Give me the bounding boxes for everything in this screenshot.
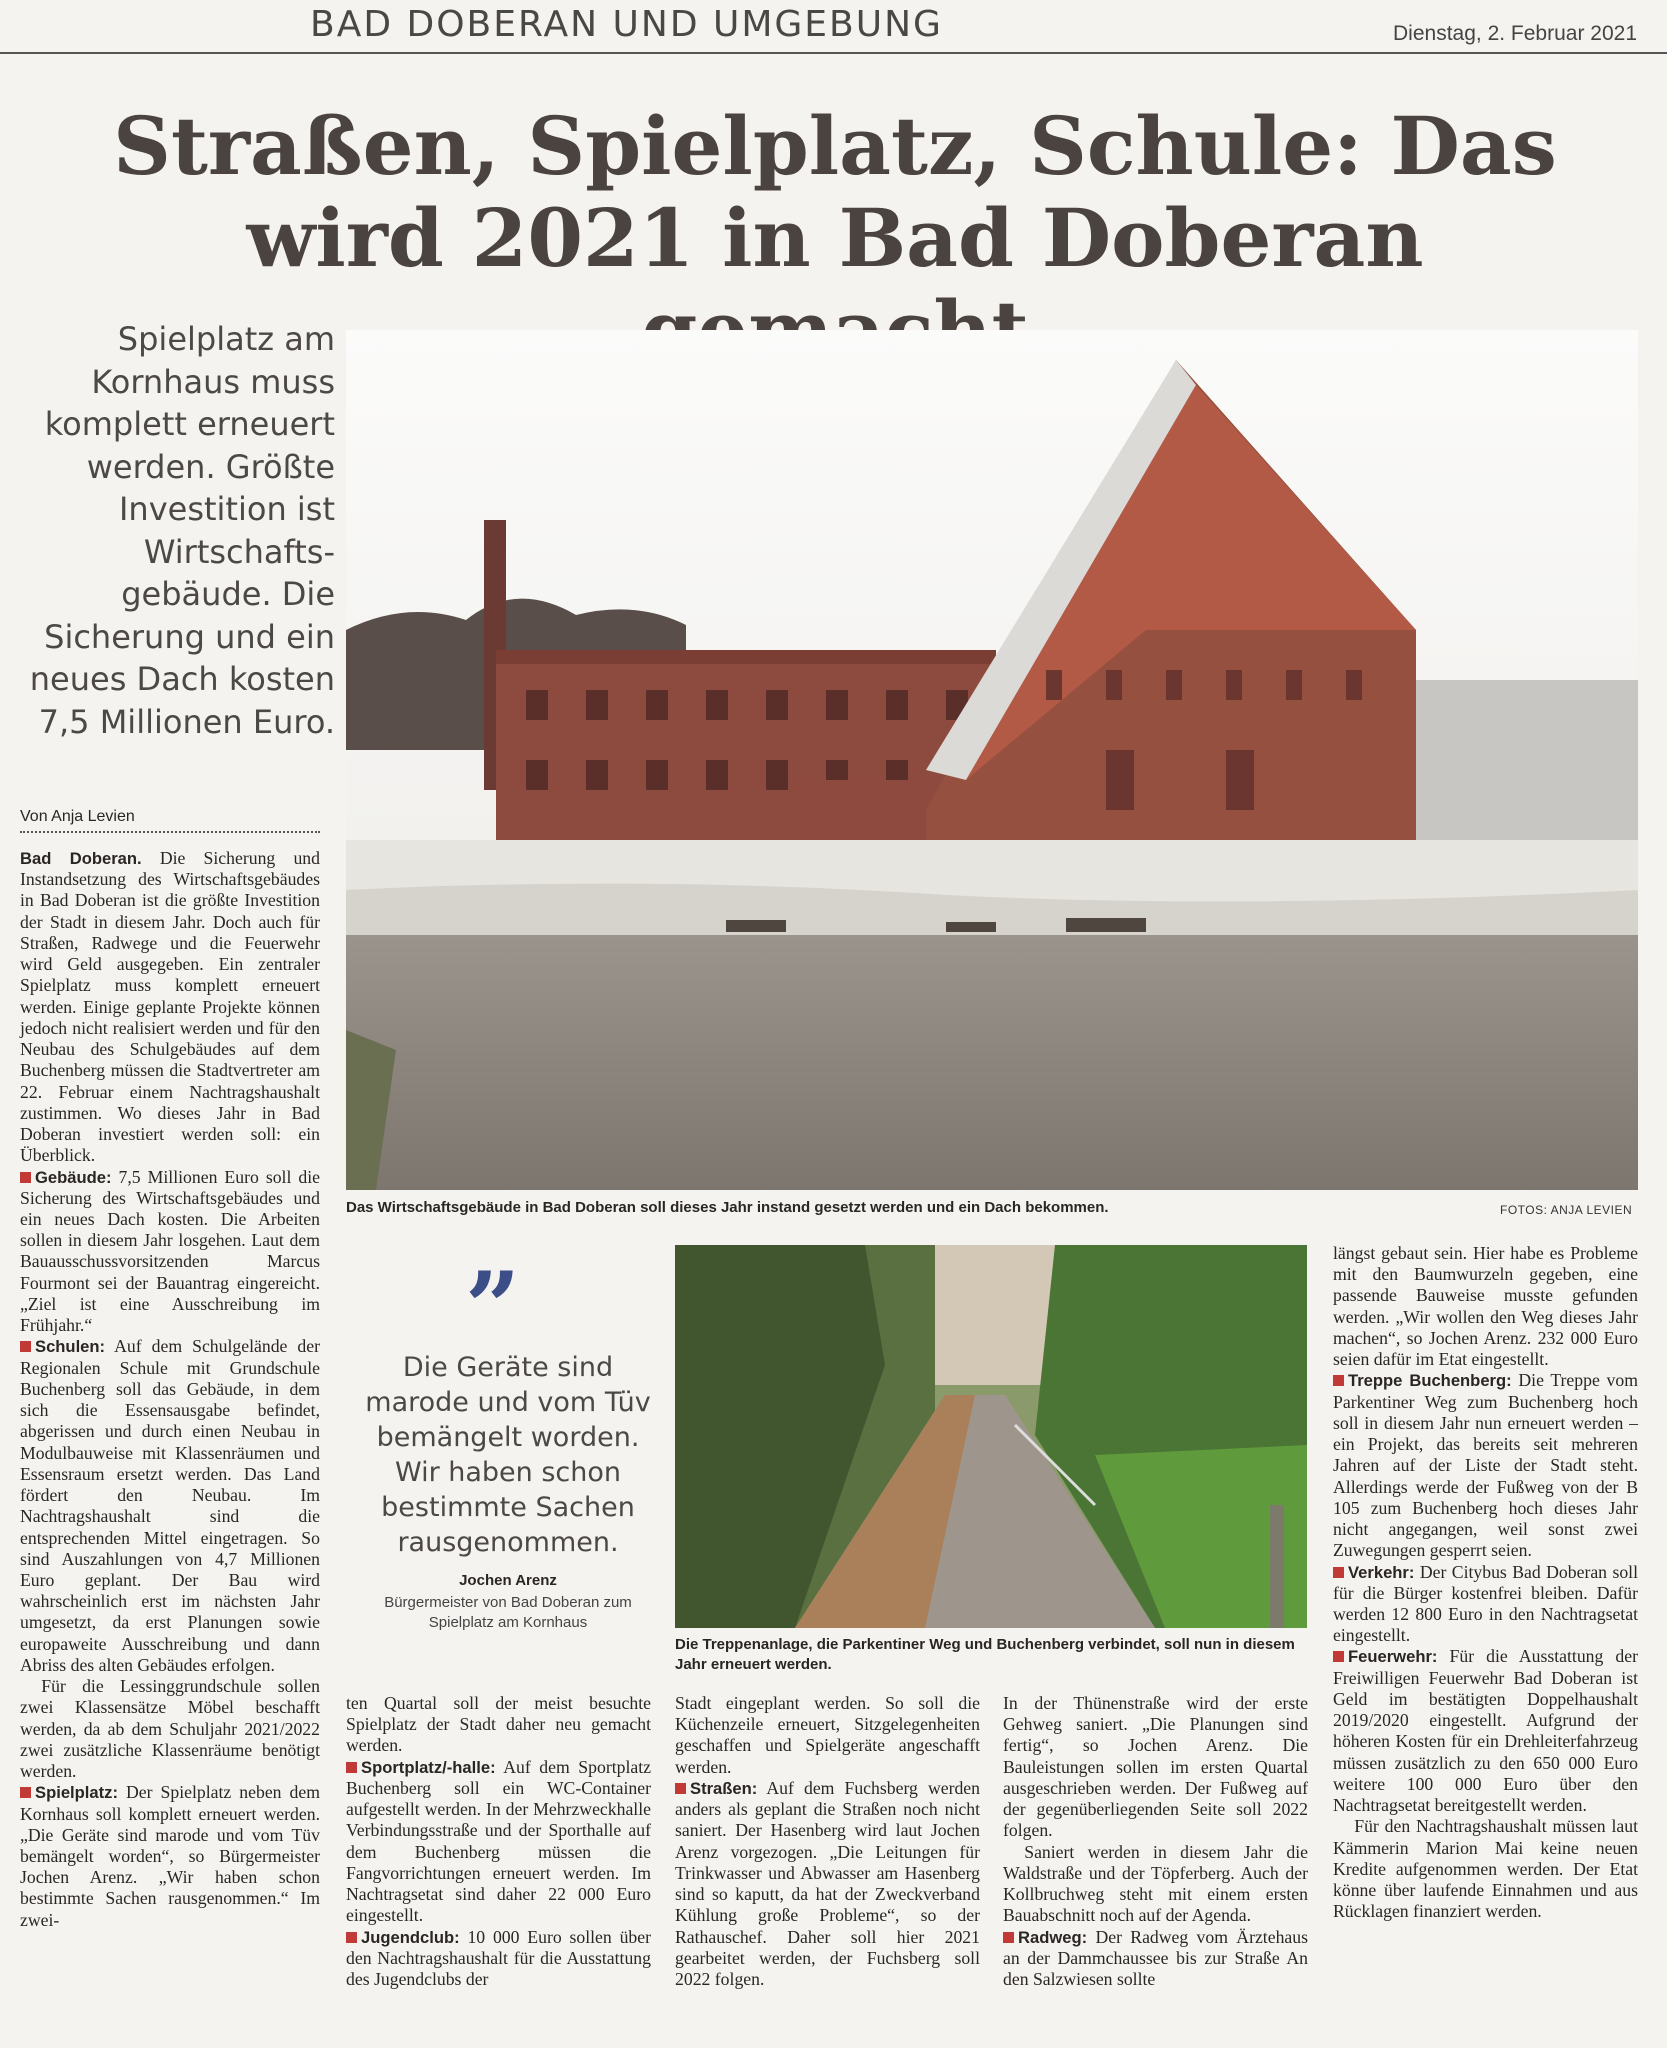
paragraph-lessingschule: Für die Lessinggrundschule sollen zwei Klassensätze Möbel beschafft werden, da ab dem Schuljahr 2021/2022 zwei zusätzliche Klassenräume benötigt werden. [20,1676,320,1782]
bullet-square-icon [346,1932,357,1943]
bullet-square-icon [20,1341,31,1352]
article-column-3 [675,1693,980,1990]
paragraph-thuenenstrasse: In der Thünenstraße wird der erste Gehweg saniert. „Die Planungen sind fertig“, so Jochen Arenz. Die Bauleistungen sollen im ersten Quartal ausgeschrieben werden. Der Fußweg auf der gegenüberliegenden Seite soll 2022 folgen. [1003,1693,1308,1841]
byline: Von Anja Levien [20,808,320,833]
pull-quote: Die Geräte sind marode und vom Tüv bemängelt worden. Wir haben schon bestimmte Sachen rausgenommen. [365,1352,651,1559]
quote-mark: ” [465,1251,521,1364]
photo-main-wirtschaftsgebaeude [346,330,1638,1190]
bullet-square-icon [1003,1932,1014,1943]
paragraph-radweg-cont: längst gebaut sein. Hier habe es Probleme mit den Baumwurzeln gegeben, eine passende Bauweise musste gefunden werden. „Wir wollen den Weg dieses Jahr machen“, so Jochen Arenz. 232 000 Euro seien dafür im Etat eingestellt. [1333,1243,1638,1370]
paragraph-spielplatz: Spielplatz: Der Spielplatz neben dem Kornhaus soll komplett erneuert werden. „Die Geräte sind marode und vom Tüv bemängelt worden“, so Bürgermeister Jochen Arenz. „Wir haben schon bestimmte Sachen rausgenommen.“ Im zwei- [20,1782,320,1930]
dateline: Bad Doberan. [20,849,142,868]
bullet-square-icon [20,1172,31,1183]
bullet-square-icon [1333,1651,1344,1662]
header-rule [0,52,1667,54]
headline: Straßen, Spielplatz, Schule: Das wird 2021 in Bad Doberan [113,99,1557,285]
photo-second-illustration [675,1245,1307,1628]
paragraph-intro: Bad Doberan. Die Sicherung und Instandsetzung des Wirtschaftsgebäudes in Bad Doberan ist die größte Investition der Stadt in diesem Jahr. Doch auch für Straßen, Radwege und die Feuerwehr wird Geld ausgegeben. Ein zentraler Spielplatz muss komplett erneuert werden. Einige geplante Projekte können jedoch nicht realisiert werden und für den Neubau des Schulgebäudes auf dem Buchenberg müssen die Stadtvertreter am 22. Februar einem Nachtragshaushalt zustimmen. Wo dieses Jahr in Bad Doberan investiert werden soll: ein Überblick. [20,848,320,1166]
caption-main: Das Wirtschaftsgebäude in Bad Doberan soll dieses Jahr instand gesetzt werden und ein Dach bekommen. [346,1199,1109,1216]
bullet-square-icon [675,1783,686,1794]
photo-treppe-buchenberg [675,1245,1307,1628]
photo-main-illustration [346,330,1638,1190]
paragraph-spielplatz-cont: ten Quartal soll der meist besuchte Spielplatz der Stadt daher neu gemacht werden. [346,1693,651,1756]
paragraph-strassen: Straßen: Auf dem Fuchsberg werden anders als geplant die Straßen noch nicht saniert. Der Hasenberg wird laut Jochen Arenz vorgezogen. „Die Leitungen für Trinkwasser und Abwasser am Hasenberg sind so kaputt, da hat der Zweckverband Kühlung große Probleme“, so der Rathauschef. Daher soll hier 2021 gearbeitet werden, der Fuchsberg soll 2022 folgen. [675,1777,980,1990]
article-column-1 [20,848,320,1931]
bullet-square-icon [346,1762,357,1773]
paragraph-waldstrasse: Saniert werden in diesem Jahr die Waldstraße und der Töpferberg. Auch der Kollbruchweg steht mit einem ersten Bauabschnitt noch auf der Agenda. [1003,1841,1308,1926]
article-column-5 [1333,1243,1638,1923]
paragraph-feuerwehr: Feuerwehr: Für die Ausstattung der Freiwilligen Feuerwehr Bad Doberan ist Geld im bestätigten Doppelhaushalt 2019/2020 eingestellt. Aufgrund der höheren Kosten für ein Drehleiterfahrzeug müssen zusätzlich zu den 650 000 Euro weitere 100 000 Euro über den Nachtragsetat bereitgestellt werden. [1333,1646,1638,1816]
quote-author-role: Bürgermeister von Bad Doberan zum Spielplatz am Kornhaus [384,1594,632,1631]
paragraph-gebaeude: Gebäude: 7,5 Millionen Euro soll die Sicherung des Wirtschaftsgebäudes und ein neues Dach kosten. Die Arbeiten sollen in diesem Jahr losgehen. Laut dem Bauausschussvorsitzenden Marcus Fourmont sei der Bauantrag eingereicht. „Ziel ist eine Ausschreibung im Frühjahr.“ [20,1166,320,1336]
teaser: Spielplatz am Kornhaus muss komplett erneuert werden. Größte Investition ist Wirtschafts-gebäude. Die Sicherung und ein neues Dach kosten 7,5 Millionen Euro. [29,320,335,741]
paragraph-nachtragshaushalt: Für den Nachtragshaushalt müssen laut Kämmerin Marion Mai keine neuen Kredite aufgenommen werden. Der Etat könne über laufende Einnahmen und aus Rücklagen finanziert werden. [1333,1816,1638,1922]
article-column-4 [1003,1693,1308,1990]
quote-author: Jochen Arenz [459,1572,557,1589]
caption-second: Die Treppenanlage, die Parkentiner Weg und Buchenberg verbindet, soll nun in diesem Jahr erneuert werden. [675,1636,1295,1673]
bullet-square-icon [20,1787,31,1798]
issue-date: Dienstag, 2. Februar 2021 [1393,22,1637,45]
bullet-square-icon [1333,1375,1344,1386]
section-title: BAD DOBERAN UND UMGEBUNG [310,4,943,45]
paragraph-jugendclub: Jugendclub: 10 000 Euro sollen über den Nachtragshaushalt für die Ausstattung des Jugendclubs der [346,1926,651,1990]
paragraph-radweg: Radweg: Der Radweg vom Ärztehaus an der Dammchaussee bis zur Straße An den Salzwiesen sollte [1003,1926,1308,1990]
paragraph-verkehr: Verkehr: Der Citybus Bad Doberan soll für die Bürger kostenfrei bleiben. Dafür werden 12 800 Euro in den Nachtragsetat eingestellt. [1333,1561,1638,1646]
paragraph-schulen: Schulen: Auf dem Schulgelände der Regionalen Schule mit Grundschule Buchenberg soll das Gebäude, in dem sich die Essensausgabe befindet, abgerissen und durch einen Neubau in Modulbauweise mit Klassenräumen und Essensraum ersetzt werden. Das Land fördert den Neubau. Im Nachtragshaushalt sind die entsprechenden Mittel eingetragen. So sind Auszahlungen von 4,7 Millionen Euro geplant. Der Bau wird wahrscheinlich erst im nächsten Jahr umgesetzt, da erst Planungen sowie europaweite Ausschreibung und dann Abriss des alten Gebäudes erfolgen. [20,1336,320,1675]
paragraph-jugendclub-cont: Stadt eingeplant werden. So soll die Küchenzeile erneuert, Sitzgelegenheiten geschaffen und Spielgeräte angeschafft werden. [675,1693,980,1777]
bullet-square-icon [1333,1567,1344,1578]
paragraph-sportplatz: Sportplatz/-halle: Auf dem Sportplatz Buchenberg soll ein WC-Container aufgestellt werden. In der Mehrzweckhalle Verbindungsstraße und der Sporthalle auf dem Buchenberg müssen die Fangvorrichtungen erneuert werden. Im Nachtragsetat sind daher 22 000 Euro eingestellt. [346,1756,651,1926]
photo-credit: FOTOS: ANJA LEVIEN [1500,1203,1633,1217]
article-column-2 [346,1693,651,1990]
paragraph-treppe: Treppe Buchenberg: Die Treppe vom Parkentiner Weg zum Buchenberg hoch soll in diesem Jahr nun erneuert werden – ein Projekt, das bereits seit mehreren Jahren auf der Liste der Stadt steht. Allerdings werde der Fußweg von der B 105 zum Buchenberg hoch dieses Jahr nicht angegangen, weil sonst zwei Zuwegungen gesperrt seien. [1333,1370,1638,1561]
